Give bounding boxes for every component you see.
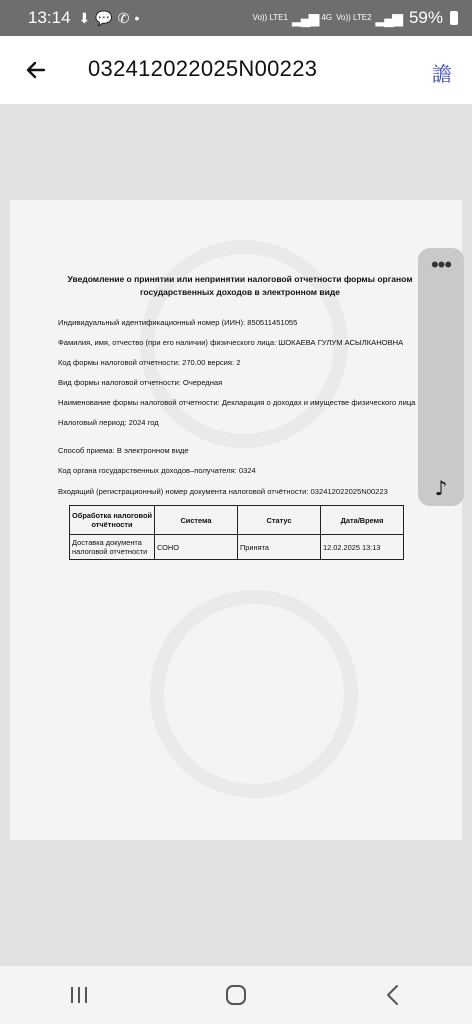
table-cell: Принята <box>238 535 321 560</box>
home-button[interactable] <box>216 975 256 1015</box>
table-cell: Доставка документа налоговой отчетности <box>70 535 155 560</box>
music-note-icon[interactable]: ♪ <box>434 476 448 500</box>
app-bar <box>0 36 472 104</box>
battery-icon <box>450 11 458 25</box>
form-code-line: Код формы налоговой отчетности: 270.00 версия: 2 <box>58 358 241 367</box>
whatsapp-icon: ✆ <box>117 9 130 26</box>
sim1-label: Vo)) LTE1 <box>252 13 288 22</box>
dot-icon: • <box>134 10 140 26</box>
back-nav-button[interactable] <box>373 975 413 1015</box>
more-icon[interactable]: ••• <box>430 252 452 277</box>
sim2-network: 4G <box>321 13 333 22</box>
sim2-signal-icon: ▂▄▆ <box>375 9 401 26</box>
form-type-line: Вид формы налоговой отчетности: Очередная <box>58 378 223 387</box>
arrow-left-icon <box>24 58 48 82</box>
document-title: 032412022025N00223 <box>88 56 318 81</box>
back-button[interactable] <box>20 54 52 86</box>
table-header: Система <box>155 506 238 535</box>
tax-period-line: Налоговый период: 2024 год <box>58 418 159 427</box>
navigation-bar <box>0 966 472 1024</box>
table-cell: 12.02.2025 13:13 <box>321 535 404 560</box>
status-time: 13:14 <box>28 8 71 27</box>
battery-percent: 59% <box>408 8 443 27</box>
table-row <box>70 535 404 560</box>
table-header-row <box>70 506 404 535</box>
status-bar <box>0 0 472 36</box>
download-icon: ⬇ <box>78 9 91 26</box>
floating-side-panel[interactable] <box>418 248 464 506</box>
document-heading: Уведомление о принятии или непринятии налоговой отчетности формы органом государственных доходов в электронном виде <box>67 274 413 297</box>
receive-method-line: Способ приема: В электронном виде <box>58 446 189 455</box>
chevron-left-icon <box>385 984 401 1006</box>
document-page <box>10 200 462 840</box>
chat-icon: 💬 <box>95 9 113 26</box>
translate-button[interactable]: 譫 <box>432 62 452 86</box>
recents-button[interactable] <box>59 975 99 1015</box>
sim2-label: Vo)) LTE2 <box>336 13 372 22</box>
table-header: Дата/Время <box>321 506 404 535</box>
processing-table <box>69 505 404 560</box>
authority-code-line: Код органа государственных доходов–получателя: 0324 <box>58 466 256 475</box>
table-cell: СОНО <box>155 535 238 560</box>
sim1-signal-icon: ▂▄▆ <box>291 9 318 26</box>
table-header: Обработка налоговой отчётности <box>70 506 155 535</box>
iin-line: Индивидуальный идентификационный номер (ИИН): 850511451055 <box>58 318 298 327</box>
document-viewer[interactable] <box>0 104 472 966</box>
recents-icon <box>68 985 90 1005</box>
form-name-line: Наименование формы налоговой отчетности: Декларация о доходах и имуществе физического лица <box>58 398 416 407</box>
registration-number-line: Входящий (регистрационный) номер документа налоговой отчётности: 032412022025N00223 <box>58 487 388 496</box>
table-header: Статус <box>238 506 321 535</box>
name-line: Фамилия, имя, отчество (при его наличии) физического лица: ШОКАЕВА ГУЛУМ АСЫЛКАНОВНА <box>58 338 404 347</box>
home-icon <box>225 984 247 1006</box>
watermark-emblem-bottom <box>150 590 358 798</box>
